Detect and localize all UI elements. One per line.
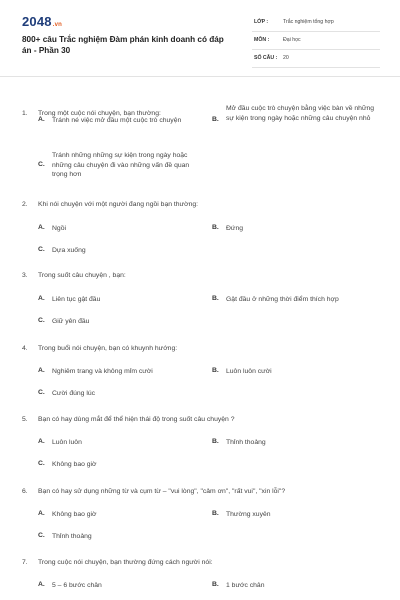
meta-row-class [252,14,380,32]
option-letter: A. [38,438,45,445]
meta-label-count: SỐ CÂU : [254,55,278,61]
page-header [0,0,400,76]
option-text: Nghiêm trang và không mỉm cười [52,368,153,375]
option-text: Giữ yên đầu [52,318,90,325]
meta-value-subject[interactable]: Đại học [283,37,301,43]
question-number: 2. [22,201,28,208]
option-letter: A. [38,367,45,374]
meta-value-class[interactable]: Trắc nghiệm tổng hợp [283,19,334,25]
option-letter: A. [38,581,45,588]
question-number: 5. [22,416,28,423]
question-number: 1. [22,110,28,117]
option-letter: A. [38,224,45,231]
meta-label-subject: MÔN : [254,37,270,43]
option-text: Liên tục gật đầu [52,296,101,303]
option-text: Thỉnh thoảng [52,533,92,540]
option-letter: C. [38,246,45,253]
question-text: Trong buổi nói chuyện, bạn có khuynh hướng: [38,345,178,352]
option-text: Thường xuyên [226,511,271,518]
option-letter: B. [212,116,219,123]
option-text: Không bao giờ [52,461,97,468]
question-number: 7. [22,559,28,566]
option-text: 1 bước chân [226,582,265,589]
option-letter: B. [212,295,219,302]
option-text: Không bao giờ [52,511,97,518]
option-text: Luôn luôn [52,439,82,446]
question-number: 3. [22,272,28,279]
site-logo[interactable] [22,14,62,29]
meta-box [252,14,380,68]
option-letter: A. [38,510,45,517]
option-letter: B. [212,224,219,231]
question-text: Bạn có hay dùng mắt để thể hiện thái độ trong suốt câu chuyện ? [38,416,235,423]
question-text: Trong một cuộc nói chuyện, bạn thường: [38,110,161,117]
option-text: Dựa xuống [52,247,86,254]
question-text: Trong cuộc nói chuyện, bạn thường đứng cách người nói: [38,559,213,566]
option-letter: B. [212,581,219,588]
question-number: 6. [22,488,28,495]
question-number: 4. [22,345,28,352]
question-text: Khi nói chuyện với một người đang ngồi bạn thường: [38,201,199,208]
meta-row-count [252,50,380,68]
option-text: Tránh những những sự kiện trong ngày hoặc những câu chuyện đi vào những vấn đề quan trọng hơn [52,152,190,178]
option-text: Gật đầu ở những thời điểm thích hợp [226,296,339,303]
option-text: 5 – 6 bước chân [52,582,102,589]
meta-value-count: 20 [283,55,289,61]
option-letter: B. [212,510,219,517]
logo-suffix-text: .vn [52,22,63,28]
option-letter: C. [38,532,45,539]
meta-row-subject [252,32,380,50]
option-letter: B. [212,438,219,445]
option-text: Cười đúng lúc [52,390,96,397]
option-letter: C. [38,389,45,396]
page-title: 800+ câu Trắc nghiệm Đàm phán kinh doanh có đáp án - Phần 30 [22,35,224,55]
option-letter: C. [38,161,45,168]
option-text: Tránh né việc mở đầu một cuộc trò chuyện [52,117,182,124]
question-text: Trong suốt câu chuyện , bạn: [38,272,126,279]
option-text: Thỉnh thoảng [226,439,266,446]
option-text: Luôn luôn cười [226,368,272,375]
option-letter: B. [212,367,219,374]
option-letter: A. [38,116,45,123]
option-letter: C. [38,460,45,467]
option-text: Đứng [226,225,244,232]
option-letter: C. [38,317,45,324]
header-divider [0,76,400,77]
option-letter: A. [38,295,45,302]
option-text: Mở đầu cuộc trò chuyện bằng việc bàn về những sự kiện trong ngày hoặc những câu chuyện nhỏ [226,105,375,122]
meta-label-class: LỚP : [254,19,269,25]
option-text: Ngồi [52,225,66,232]
logo-main-text: 2048 [22,14,52,29]
question-text: Bạn có hay sử dụng những từ và cụm từ – "vui lòng", "cảm ơn", "rất vui", "xin lỗi"? [38,488,286,495]
